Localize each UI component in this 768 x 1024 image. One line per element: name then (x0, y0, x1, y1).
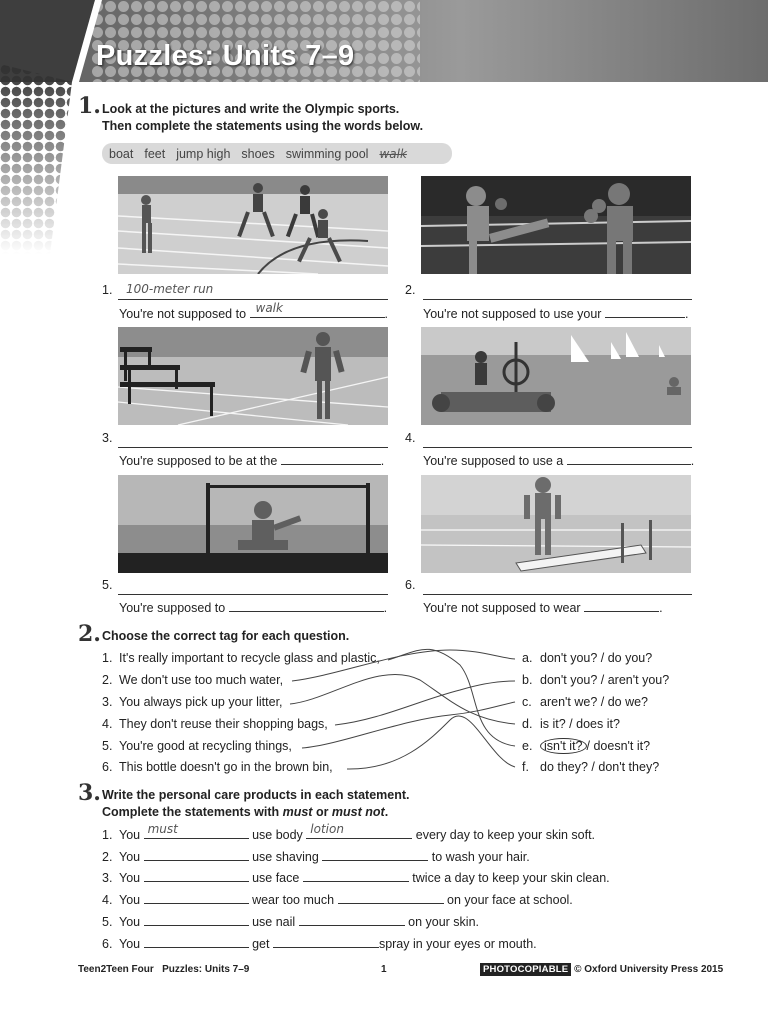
section-2-instruction: Choose the correct tag for each question. (102, 629, 350, 643)
row-text: twice a day to keep your skin clean. (412, 871, 610, 885)
item-number: 5. (102, 915, 113, 929)
handwritten-answer: walk (255, 301, 283, 315)
must-blank[interactable] (144, 891, 249, 904)
footer-book-title: Teen2Teen Four Puzzles: Units 7–9 (78, 964, 250, 975)
statement-text: You're supposed to use a (423, 454, 564, 468)
section-1-number: 1. (78, 93, 101, 119)
section-1-instruction: Look at the pictures and write the Olympic sports. Then complete the statements using the words below. (102, 102, 424, 133)
statement-period: . (690, 454, 695, 468)
footer-page-number: 1 (381, 964, 387, 975)
item-number: 3. (102, 431, 113, 445)
question-text: They don't reuse their shopping bags, (119, 717, 328, 731)
row-text: You (119, 871, 141, 885)
handwritten-answer: must (147, 822, 178, 836)
statement-period: . (684, 307, 689, 321)
row-text: get (252, 937, 270, 951)
item-number: 3. (102, 871, 113, 885)
row-text: on your skin. (408, 915, 479, 929)
statement-row-3 (102, 869, 610, 885)
row-text: You (119, 850, 141, 864)
word-bank-item: boat (109, 146, 134, 161)
item-number: 2. (405, 283, 416, 297)
row-text: use face (252, 871, 300, 885)
product-blank[interactable] (322, 848, 428, 861)
must-blank[interactable] (144, 935, 249, 948)
statement-text: You're supposed to be at the (119, 454, 278, 468)
option-text: do they? / don't they? (540, 760, 660, 774)
section-2-number: 2. (78, 621, 101, 647)
option-text: don't you? / aren't you? (540, 673, 670, 687)
section-3-instruction: Write the personal care products in each statement. Complete the statements with must or must not. (102, 788, 410, 819)
circled-answer: isn't it? (540, 738, 587, 754)
statement-period: . (383, 601, 388, 615)
item-number: 4. (102, 893, 113, 907)
statement-text: You're not supposed to use your (423, 307, 602, 321)
statement-period: . (384, 307, 388, 321)
statement-row-6 (102, 935, 537, 951)
option-letter: c. (522, 695, 532, 709)
word-bank-item: shoes (241, 146, 275, 161)
question-text: We don't use too much water, (119, 673, 284, 687)
question-text: You always pick up your litter, (119, 695, 283, 709)
item-number: 1. (102, 651, 113, 665)
product-blank[interactable] (273, 935, 379, 948)
statement-text: You're supposed to (119, 601, 226, 615)
row-text: You (119, 937, 141, 951)
row-text: every day to keep your skin soft. (415, 828, 596, 842)
item-number: 5. (102, 578, 113, 592)
row-text: spray in your eyes or mouth. (378, 937, 537, 951)
item-number: 1. (102, 283, 113, 297)
item-number: 6. (102, 760, 113, 774)
item-number: 6. (405, 578, 416, 592)
section-3-number: 3. (78, 780, 101, 806)
footer-copyright (480, 964, 723, 975)
option-text: / doesn't it? (586, 739, 651, 753)
option-letter: a. (522, 651, 533, 665)
option-letter: d. (522, 717, 533, 731)
photocopiable-badge: PHOTOCOPIABLE (480, 963, 571, 976)
option-letter: b. (522, 673, 533, 687)
row-text: use shaving (252, 850, 319, 864)
row-text: wear too much (252, 893, 335, 907)
option-text: aren't we? / do we? (540, 695, 649, 709)
product-blank[interactable] (303, 869, 409, 882)
must-blank[interactable] (144, 822, 249, 839)
word-bank-item: feet (144, 146, 166, 161)
statement-row-4 (102, 891, 573, 907)
handwritten-answer: lotion (310, 822, 344, 836)
option-text: is it? / does it? (540, 717, 620, 731)
statement-period: . (380, 454, 385, 468)
product-blank[interactable] (299, 913, 405, 926)
item-number: 5. (102, 739, 113, 753)
option-letter: e. (522, 739, 533, 753)
row-text: to wash your hair. (431, 850, 530, 864)
copyright-text: © Oxford University Press 2015 (574, 964, 724, 975)
item-number: 2. (102, 673, 113, 687)
must-blank[interactable] (144, 848, 249, 861)
product-blank[interactable] (306, 822, 412, 839)
statement-row-2 (102, 848, 530, 864)
item-number: 1. (102, 828, 113, 842)
handwritten-answer: 100-meter run (126, 282, 214, 296)
word-bank-item: jump high (176, 146, 231, 161)
must-blank[interactable] (144, 869, 249, 882)
row-text: You (119, 915, 141, 929)
statement-row-1 (102, 822, 596, 842)
word-bank-item-crossed: walk (379, 146, 407, 161)
word-bank-item: swimming pool (285, 146, 369, 161)
question-text: This bottle doesn't go in the brown bin, (119, 760, 333, 774)
item-number: 3. (102, 695, 113, 709)
item-number: 6. (102, 937, 113, 951)
statement-period: . (659, 601, 663, 615)
row-text: You (119, 893, 141, 907)
item-number: 4. (405, 431, 416, 445)
item-number: 2. (102, 850, 113, 864)
row-text: use nail (252, 915, 296, 929)
row-text: You (119, 828, 141, 842)
product-blank[interactable] (338, 891, 444, 904)
question-text: It's really important to recycle glass and plastic, (119, 651, 380, 665)
must-blank[interactable] (144, 913, 249, 926)
item-number: 4. (102, 717, 113, 731)
row-text: on your face at school. (447, 893, 573, 907)
row-text: use body (252, 828, 303, 842)
option-text: don't you? / do you? (540, 651, 653, 665)
option-letter: f. (522, 760, 529, 774)
statement-row-5 (102, 913, 479, 929)
page-title: Puzzles: Units 7–9 (96, 40, 355, 72)
statement-text: You're not supposed to wear (423, 601, 581, 615)
question-text: You're good at recycling things, (119, 739, 292, 753)
statement-text: You're not supposed to (119, 307, 247, 321)
